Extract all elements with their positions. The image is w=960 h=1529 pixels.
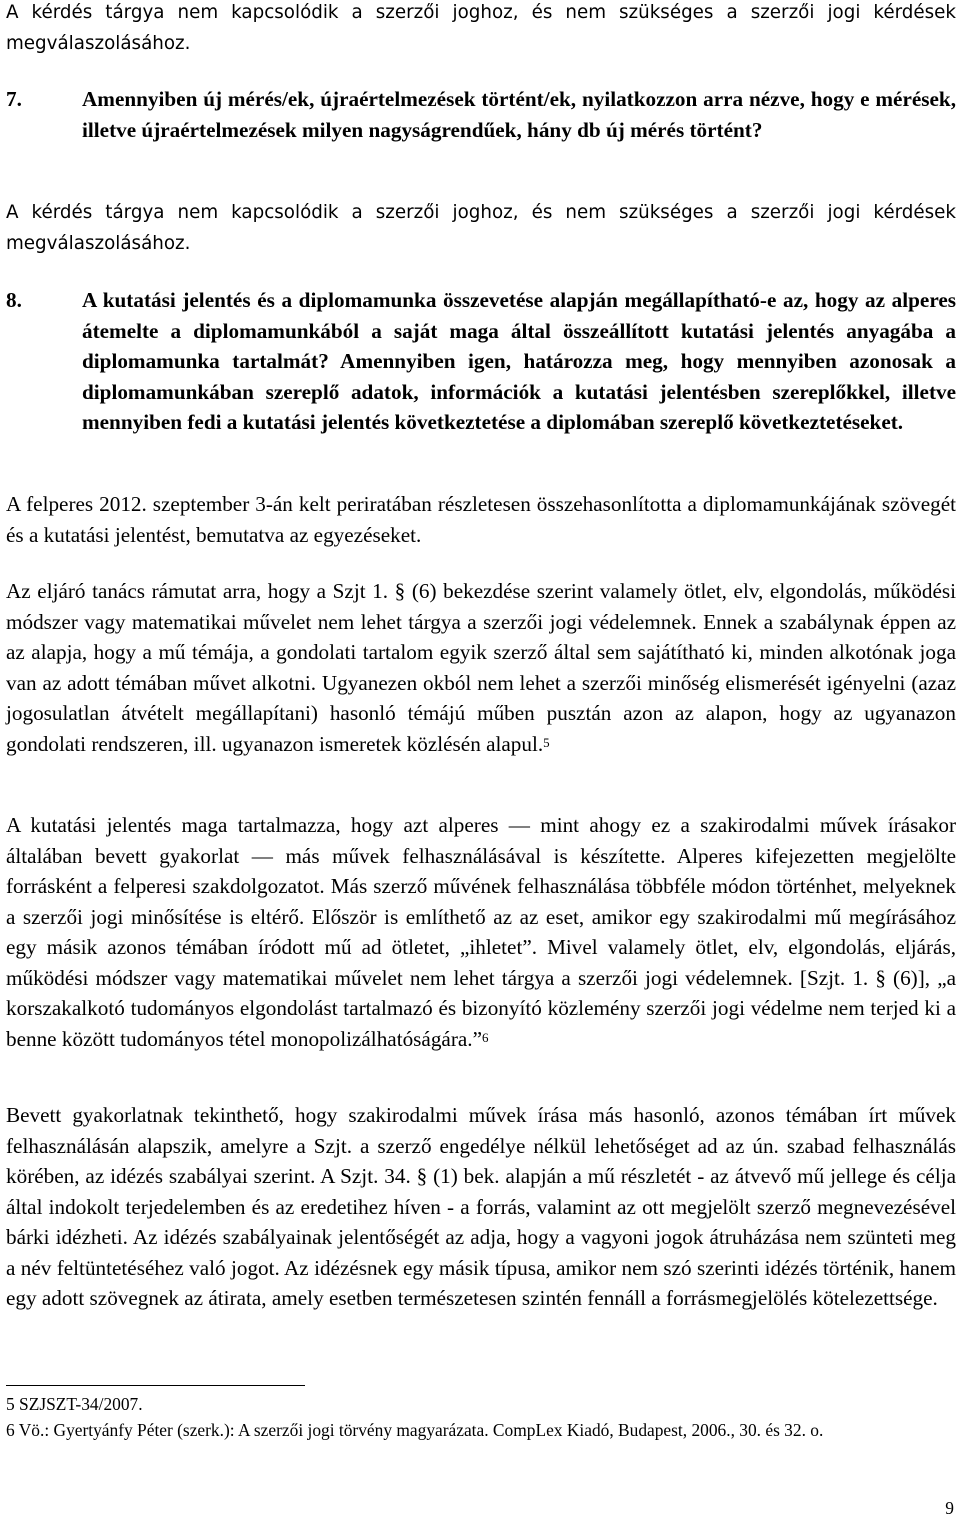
answer-7-paragraph: A kérdés tárgya nem kapcsolódik a szerzői joghoz, és nem szükséges a szerzői jogi kérdések megválaszolásához. [6,202,956,254]
paragraph-plaintiff-comparison: A felperes 2012. szeptember 3-án kelt periratában részletesen összehasonlította a diplomamunkájának szövegét és a kutatási jelentést, bemutatva az egyezéseket. [6,492,956,547]
question-7 [6,84,956,145]
question-8-text: A kutatási jelentés és a diplomamunka összevetése alapján megállapítható-e az, hogy az alperes átemelte a diplomamunkából a saját maga által összeállított kutatási jelentés anyagába a diplomamunka tartalmát? Amennyiben igen, határozza meg, hogy mennyiben azonosak a diplomamunkában szereplő adatok, információk a kutatási jelentésben szereplőkkel, illetve mennyiben fedi a kutatási jelentés következtetése a diplomában szereplő következtetéseket. [82,288,956,434]
paragraph-established-practice: Bevett gyakorlatnak tekinthető, hogy szakirodalmi művek írása más hasonló, azonos témában írt művek felhasználásán alapszik, amelyre a Szjt. a szerző engedélye nélkül lehetőséget ad az ún. szabad felhasználás körében, az idézés szabályai szerint. A Szjt. 34. § (1) bek. alapján a mű részletét - az átvevő mű jellege és célja által indokolt terjedelemben és az eredetihez híven - a forrás, valamint az ott megjelölt szerző megnevezésével bárki idézheti. Az idézés szabályainak jelentőségét az adja, hogy a vagyoni jogok átruházása nem szünteti meg a név feltüntetéséhez való jogot. Az idézésnek egy másik típusa, amikor nem szó szerinti idézés történik, hanem egy adott szövegnek az átirata, amely esetben természetesen szintén fennáll a forrásmegjelölés kötelezettsége. [6,1103,956,1310]
question-7-text: Amennyiben új mérés/ek, újraértelmezések történt/ek, nyilatkozzon arra nézve, hogy e mérések, illetve újraértelmezések milyen nagyságrendűek, hány db új mérés történt? [82,87,956,142]
answer-intro-paragraph: A kérdés tárgya nem kapcsolódik a szerzői joghoz, és nem szükséges a szerzői jogi kérdések megválaszolásához. [6,2,956,54]
footnote-separator [6,1385,305,1386]
footnote-5: 5 SZJSZT-34/2007. [6,1394,143,1414]
question-7-number: 7. [6,87,22,111]
page-number: 9 [945,1498,954,1518]
question-8 [6,285,956,438]
paragraph-research-text: A kutatási jelentés maga tartalmazza, hogy azt alperes ― mint ahogy ez a szakirodalmi művek írásakor általában bevett gyakorlat ― más művek felhasználásával is készítette. Alperes kifejezetten megjelölte forrásként a felperesi szakdolgozatot. Más szerző művének felhasználása többféle módon történhet, melyeknek a szerzői jogi minősítése is eltérő. Először is említhető az az eset, amikor egy szakirodalmi mű megírásához egy másik azonos témában íródott mű ad ötletet, „ihletet”. Mivel valamely ötlet, elv, elgondolás, eljárás, működési módszer vagy matematikai művelet nem lehet tárgya a szerzői jogi védelemnek. [Szjt. 1. § (6)], „a korszakalkotó tudományos elgondolást tartalmazó és bizonyító közlemény szerzői jogi védelme nem terjed ki a benne között tudományos tétel monopolizálhatóságára.” [6,813,956,1051]
footnote-ref-5: 5 [543,734,550,750]
paragraph-council-text: Az eljáró tanács rámutat arra, hogy a Szjt 1. § (6) bekezdése szerint valamely ötlet, elv, elgondolás, működési módszer vagy matematikai művelet nem lehet tárgya a szerzői jogi védelemnek. Ennek a szabálynak éppen az az alapja, hogy a mű témája, a gondolati tartalom egyik szerző által sem sajátítható ki, minden alkotónak joga van az adott témában művet alkotni. Ugyanezen okból nem lehet a szerzői minőség elismerését igényelni (azaz jogosulatlan átvételt megállapítani) hasonló témájú műben pusztán azon az alapon, hogy az ugyanazon gondolati rendszeren, ill. ugyanazon ismeretek közlésén alapul. [6,579,956,756]
paragraph-research-report [6,810,956,1054]
footnote-6: 6 Vö.: Gyertyánfy Péter (szerk.): A szerzői jogi törvény magyarázata. CompLex Kiadó, Budapest, 2006., 30. és 32. o. [6,1420,824,1440]
footnote-ref-6: 6 [481,1029,489,1045]
paragraph-council-statement [6,576,956,759]
question-8-number: 8. [6,288,22,312]
